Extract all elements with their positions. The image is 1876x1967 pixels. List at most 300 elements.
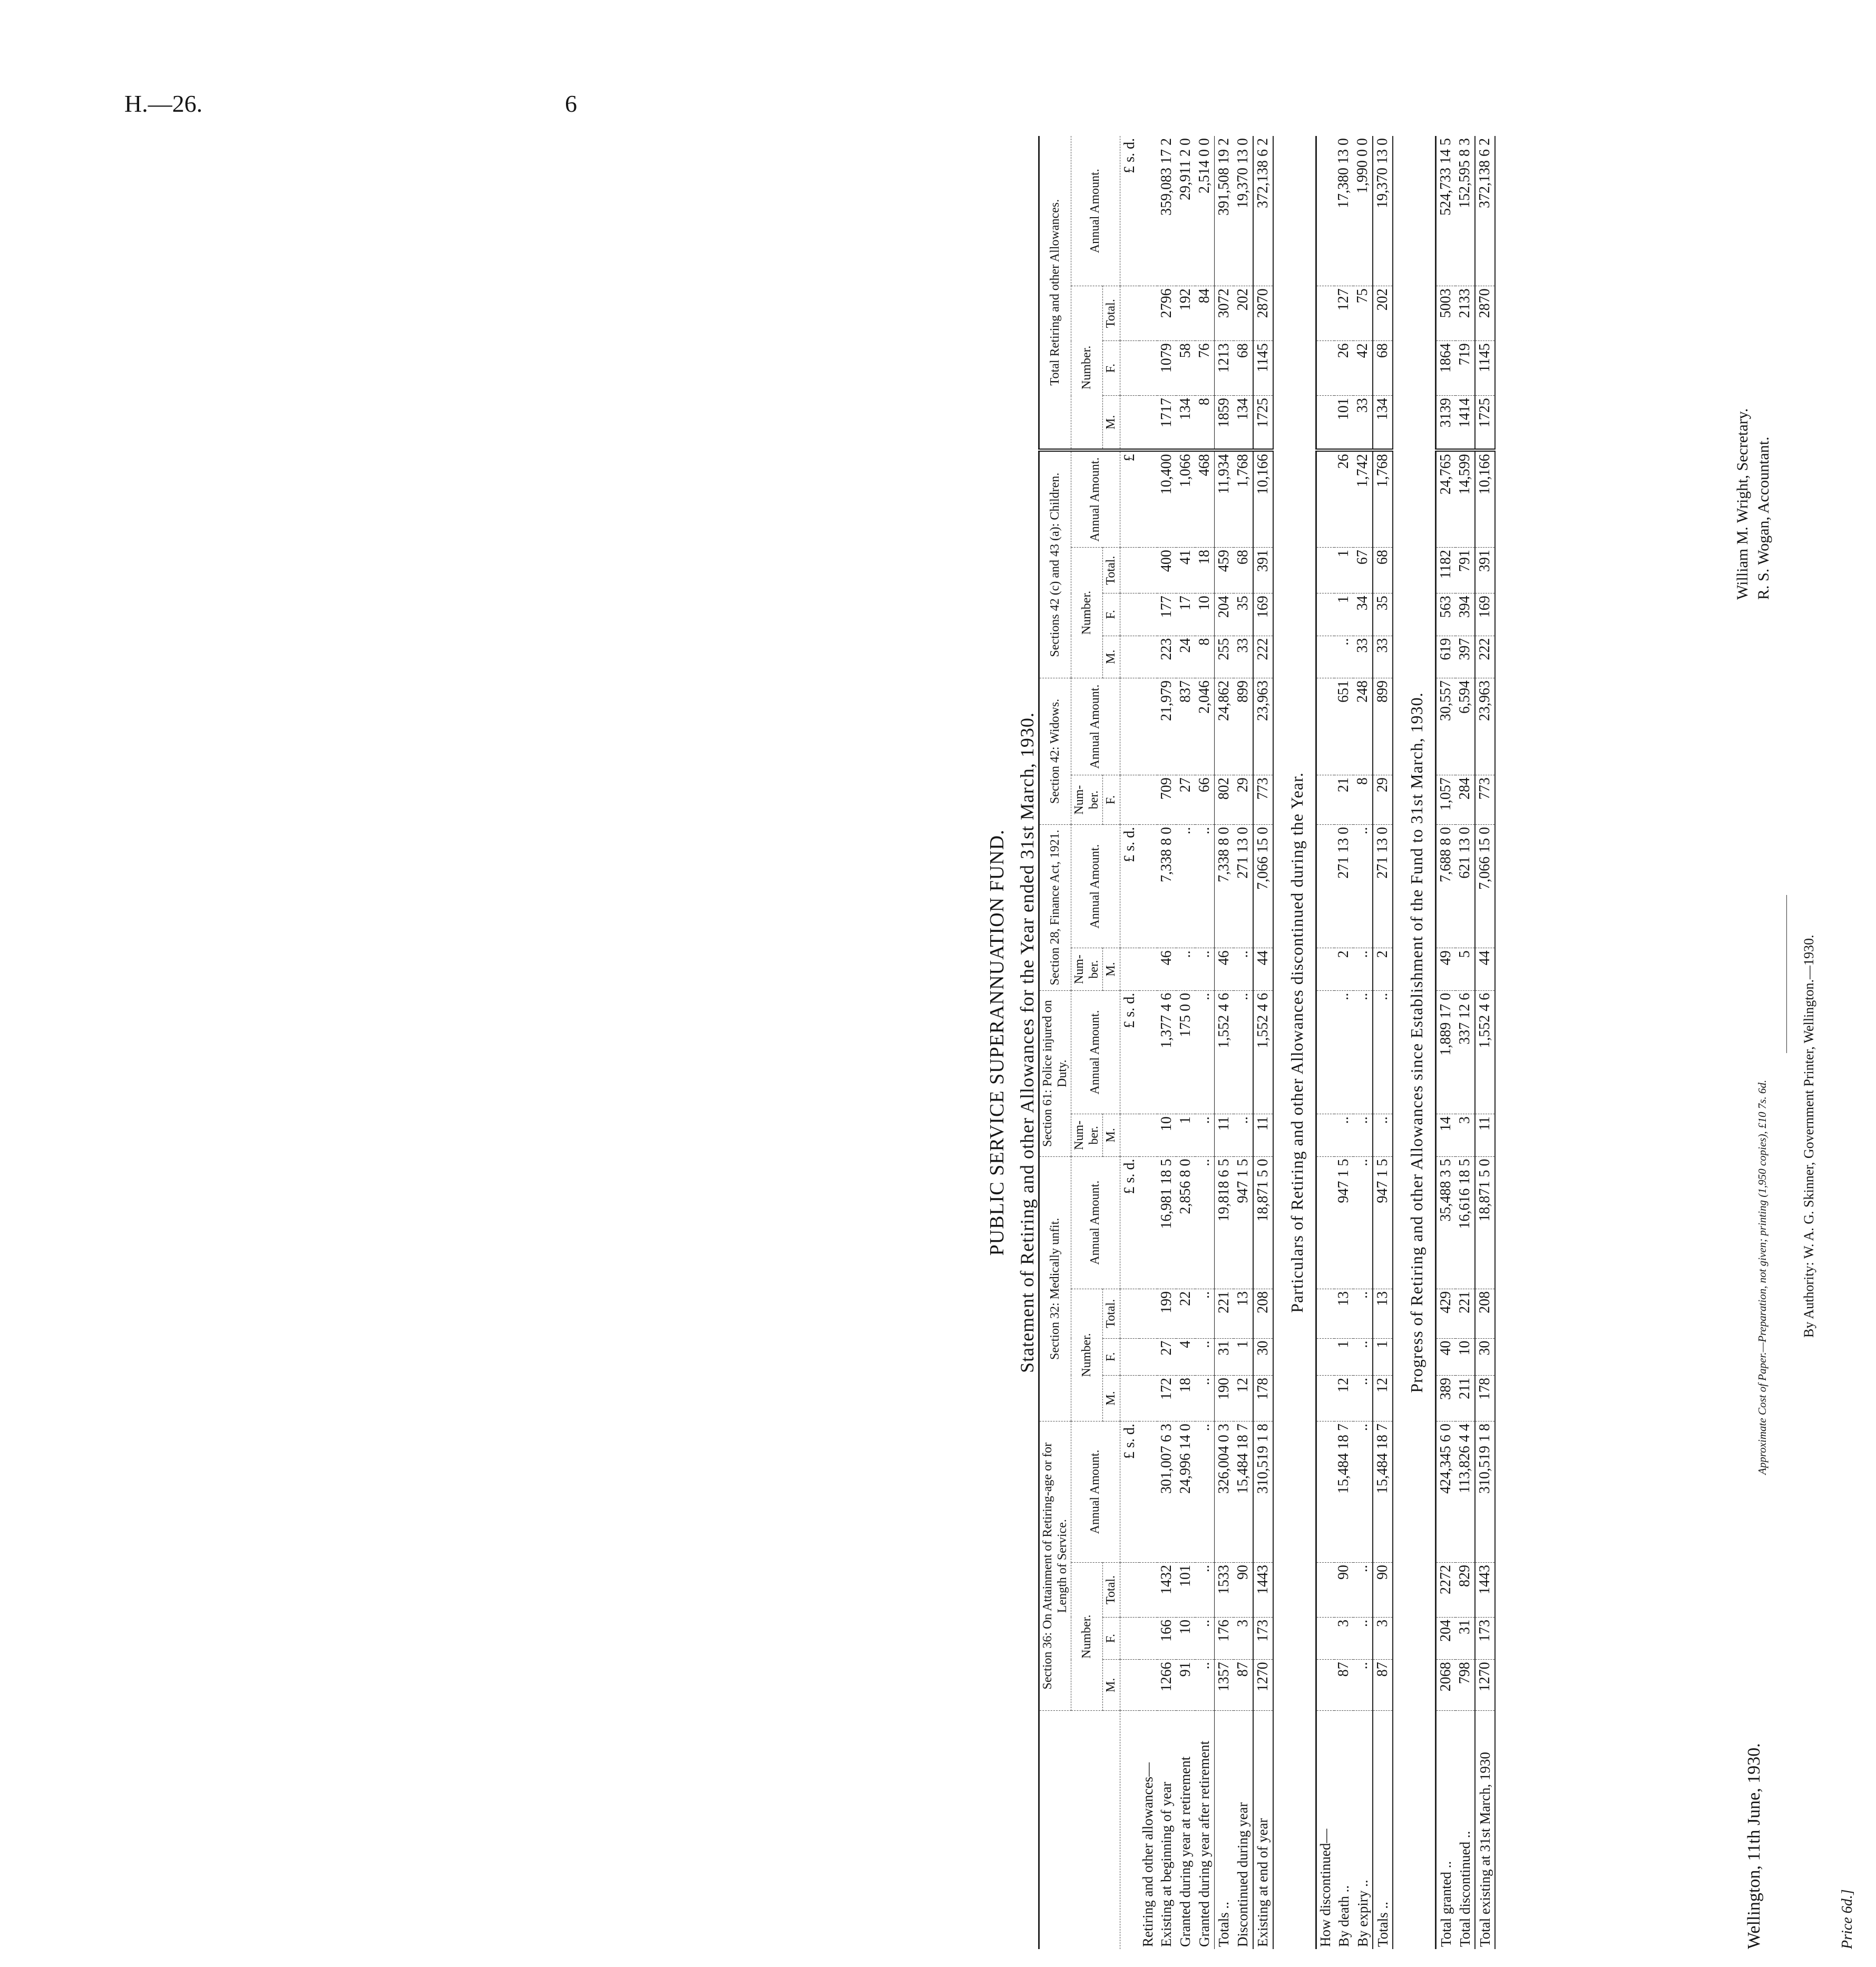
table-cell: 223	[1157, 636, 1176, 678]
male-header: M.	[1103, 636, 1120, 678]
table-cell: 15,484 18 7	[1334, 1421, 1353, 1563]
table-cell: 42	[1353, 341, 1373, 396]
table-cell: 12	[1234, 1376, 1253, 1421]
table-cell: 24,765	[1436, 450, 1456, 547]
table-cell: 394	[1455, 593, 1475, 636]
total-header: Total.	[1103, 548, 1120, 593]
table-cell: 21,979	[1157, 678, 1176, 775]
table-cell: 1,768	[1373, 450, 1393, 547]
table-cell: 391,508 19 2	[1214, 136, 1234, 286]
table-cell: 113,826 4 4	[1455, 1421, 1475, 1563]
table-cell: 24,996 14 0	[1176, 1421, 1195, 1563]
annual-amount-header: Annual Amount.	[1071, 678, 1120, 775]
table-cell: 11	[1214, 1114, 1234, 1156]
table-cell: 1,377 4 6	[1157, 990, 1176, 1114]
number-header: Num- ber.	[1071, 1114, 1103, 1156]
table-row	[1139, 136, 1157, 1949]
table-cell: 26	[1334, 341, 1353, 396]
table-cell: 34	[1353, 593, 1373, 636]
table-cell: ..	[1353, 1375, 1373, 1421]
table-cell: 23,963	[1253, 678, 1273, 775]
discontinued-rows	[1316, 136, 1393, 1949]
table-cell: 391	[1253, 548, 1273, 593]
table-cell: 199	[1157, 1289, 1176, 1338]
discontinued-table	[1315, 136, 1394, 1949]
table-cell: 2272	[1436, 1562, 1456, 1617]
currency-units: £ s. d.	[1120, 824, 1139, 948]
col-header-sec42c: Sections 42 (c) and 43 (a): Children.	[1039, 450, 1071, 678]
female-header: F.	[1103, 1338, 1120, 1375]
table-cell: 947 1 5	[1373, 1156, 1393, 1289]
table-row	[1455, 136, 1475, 1949]
progress-section-title: Progress of Retiring and other Allowances since Establishment of the Fund to 31st March, 1930.	[1407, 692, 1426, 1393]
table-cell: 15,484 18 7	[1234, 1421, 1253, 1563]
table-cell: 7,066 15 0	[1253, 824, 1273, 948]
table-cell: 44	[1253, 948, 1273, 990]
female-header: F.	[1103, 341, 1120, 396]
table-cell: 397	[1455, 636, 1475, 678]
table-cell: 1,552 4 6	[1214, 990, 1234, 1114]
table-cell: 49	[1436, 948, 1456, 990]
table-cell: 31	[1455, 1617, 1475, 1659]
table-cell: 90	[1234, 1563, 1253, 1618]
table-row	[1334, 136, 1353, 1949]
row-label: Total granted ..	[1438, 1861, 1454, 1947]
table-cell: 1,552 4 6	[1253, 990, 1273, 1114]
table-cell: 101	[1334, 396, 1353, 451]
table-cell: ..	[1195, 1421, 1215, 1563]
table-cell: ..	[1353, 948, 1373, 990]
table-cell: 5003	[1436, 286, 1456, 341]
table-cell: 802	[1214, 775, 1234, 825]
table-cell: 15,484 18 7	[1373, 1421, 1393, 1563]
table-cell: 7,338 8 0	[1214, 824, 1234, 948]
table-cell: 208	[1253, 1289, 1273, 1338]
table-cell: 1533	[1214, 1563, 1234, 1618]
table-cell: 84	[1195, 286, 1215, 341]
table-cell: 211	[1455, 1375, 1475, 1421]
table-cell: 1,057	[1436, 775, 1456, 825]
table-cell: 21	[1334, 775, 1353, 825]
table-cell: ..	[1373, 990, 1393, 1114]
table-cell: 524,733 14 5	[1436, 136, 1456, 286]
table-cell: 947 1 5	[1334, 1156, 1353, 1289]
statement-table	[1038, 136, 1274, 1949]
table-cell: ..	[1353, 824, 1373, 948]
table-cell: ..	[1195, 1338, 1215, 1375]
table-cell: 3	[1334, 1617, 1353, 1659]
table-cell: 12	[1373, 1375, 1393, 1421]
table-cell: 1,742	[1353, 450, 1373, 547]
row-label: By death ..	[1335, 1885, 1352, 1947]
table-cell: ..	[1334, 1114, 1353, 1156]
table-cell: 2133	[1455, 286, 1475, 341]
table-cell: ..	[1353, 1114, 1373, 1156]
table-cell: 13	[1334, 1289, 1353, 1338]
table-cell: 563	[1436, 593, 1456, 636]
table-cell: 837	[1176, 678, 1195, 775]
table-cell: 2068	[1436, 1660, 1456, 1711]
table-cell: 19,818 6 5	[1214, 1156, 1234, 1289]
table-cell: 41	[1176, 548, 1195, 593]
table-cell: 719	[1455, 341, 1475, 396]
table-cell: 1,889 17 0	[1436, 990, 1456, 1114]
total-header: Total.	[1103, 286, 1120, 341]
table-cell: 166	[1157, 1617, 1176, 1659]
table-cell: 651	[1334, 678, 1353, 775]
table-cell: 1	[1334, 1338, 1353, 1375]
table-cell: 35	[1234, 593, 1253, 636]
table-cell: 90	[1373, 1562, 1393, 1617]
table-cell: 2870	[1253, 286, 1273, 341]
table-cell: 1717	[1157, 396, 1176, 451]
table-cell: 310,519 1 8	[1253, 1421, 1273, 1563]
table-cell: 400	[1157, 548, 1176, 593]
table-cell: 87	[1373, 1660, 1393, 1711]
table-cell: ..	[1176, 948, 1195, 990]
table-cell: 619	[1436, 636, 1456, 678]
table-cell: 791	[1455, 548, 1475, 593]
table-cell: 18	[1195, 548, 1215, 593]
table-cell: ..	[1353, 990, 1373, 1114]
progress-table	[1435, 136, 1496, 1949]
row-label: Totals ..	[1373, 1711, 1393, 1949]
table-cell: 169	[1475, 593, 1495, 636]
table-cell: ..	[1353, 1156, 1373, 1289]
male-header: M.	[1103, 1376, 1120, 1421]
table-cell: 10	[1455, 1338, 1475, 1375]
table-cell: 301,007 6 3	[1157, 1421, 1176, 1563]
table-cell: 1	[1334, 548, 1353, 593]
table-cell: 222	[1475, 636, 1495, 678]
table-cell: 58	[1176, 341, 1195, 396]
table-cell: 29	[1373, 775, 1393, 825]
table-cell: 221	[1214, 1289, 1234, 1338]
table-cell: 26	[1334, 450, 1353, 547]
row-label: Existing at end of year	[1253, 1711, 1273, 1949]
table-cell: 3	[1373, 1617, 1393, 1659]
table-cell: ..	[1195, 1376, 1215, 1421]
table-cell: 178	[1475, 1375, 1495, 1421]
table-cell: ..	[1195, 1289, 1215, 1338]
col-header-sec32: Section 32: Medically unfit.	[1039, 1156, 1071, 1421]
table-cell: 1432	[1157, 1563, 1176, 1618]
table-cell: ..	[1373, 1114, 1393, 1156]
table-cell: ..	[1195, 948, 1215, 990]
annual-amount-header: Annual Amount.	[1071, 1421, 1120, 1563]
currency-units: £ s. d.	[1120, 1156, 1139, 1289]
row-label: Total existing at 31st March, 1930	[1475, 1711, 1495, 1949]
table-cell: 29,911 2 0	[1176, 136, 1195, 286]
signatory-secretary: William M. Wright, Secretary.	[1734, 408, 1751, 600]
table-cell: 10	[1157, 1114, 1176, 1156]
table-row	[1353, 136, 1373, 1949]
rotated-page-content	[985, 136, 1876, 1949]
table-cell: 31	[1214, 1338, 1234, 1375]
annual-amount-header: Annual Amount.	[1071, 990, 1120, 1114]
statement-rows	[1139, 136, 1273, 1949]
table-cell: ..	[1353, 1562, 1373, 1617]
table-cell: 1414	[1455, 396, 1475, 451]
table-cell: 10,166	[1475, 450, 1495, 547]
table-cell: 90	[1334, 1562, 1353, 1617]
table-cell: ..	[1195, 1617, 1215, 1659]
table-cell: 11	[1475, 1114, 1495, 1156]
table-cell: 134	[1176, 396, 1195, 451]
table-cell: 202	[1373, 286, 1393, 341]
row-label: Totals ..	[1214, 1711, 1234, 1949]
table-cell: 222	[1253, 636, 1273, 678]
table-cell: 2,856 8 0	[1176, 1156, 1195, 1289]
table-cell: 17,380 13 0	[1334, 136, 1353, 286]
table-cell: ..	[1234, 1114, 1253, 1156]
table-cell: 11	[1253, 1114, 1273, 1156]
table-cell: 429	[1436, 1289, 1456, 1338]
table-cell: 33	[1353, 396, 1373, 451]
row-label: Discontinued during year	[1234, 1802, 1250, 1947]
table-cell: ..	[1176, 824, 1195, 948]
table-cell: ..	[1334, 990, 1353, 1114]
currency-units: £ s. d.	[1120, 1421, 1139, 1563]
table-cell: 68	[1234, 341, 1253, 396]
table-cell: 33	[1234, 636, 1253, 678]
table-cell: 372,138 6 2	[1475, 136, 1495, 286]
table-cell: 24	[1176, 636, 1195, 678]
table-cell: 1,066	[1176, 450, 1195, 547]
row-label: How discontinued—	[1317, 1828, 1333, 1947]
table-cell: ..	[1353, 1421, 1373, 1563]
table-cell: 33	[1373, 636, 1393, 678]
table-cell: 1443	[1253, 1563, 1273, 1618]
table-cell: 30	[1475, 1338, 1495, 1375]
table-cell: 33	[1353, 636, 1373, 678]
male-header: M.	[1103, 1660, 1120, 1711]
table-cell: 87	[1334, 1660, 1353, 1711]
table-cell: 30	[1253, 1338, 1273, 1375]
col-header-sec61: Section 61: Police injured on Duty.	[1039, 990, 1071, 1156]
printer-authority: By Authority: W. A. G. Skinner, Government Printer, Wellington.—1930.	[1801, 934, 1816, 1338]
table-cell: ..	[1234, 990, 1253, 1114]
table-cell: 1270	[1253, 1660, 1273, 1711]
table-cell: 40	[1436, 1338, 1456, 1375]
table-cell: 178	[1253, 1376, 1273, 1421]
table-cell: 13	[1373, 1289, 1393, 1338]
number-header: Number.	[1071, 1563, 1103, 1711]
table-cell: 35,488 3 5	[1436, 1156, 1456, 1289]
table-cell: 271 13 0	[1334, 824, 1353, 948]
row-label: Total discontinued ..	[1457, 1830, 1473, 1947]
table-cell: 271 13 0	[1373, 824, 1393, 948]
row-label: Existing at beginning of year	[1158, 1781, 1174, 1947]
table-cell: 14	[1436, 1114, 1456, 1156]
table-cell: 10	[1195, 593, 1215, 636]
table-cell: 829	[1455, 1562, 1475, 1617]
table-cell: 1145	[1475, 341, 1495, 396]
table-cell: 1270	[1475, 1660, 1495, 1711]
annual-amount-header: Annual Amount.	[1071, 824, 1120, 948]
row-label: Granted during year at retirement	[1177, 1756, 1193, 1947]
total-header: Total.	[1103, 1289, 1120, 1338]
table-cell: 424,345 6 0	[1436, 1421, 1456, 1563]
table-cell: 2	[1373, 948, 1393, 990]
table-cell: 16,981 18 5	[1157, 1156, 1176, 1289]
table-cell: 1725	[1253, 396, 1273, 451]
signature-date: Wellington, 11th June, 1930.	[1744, 1743, 1764, 1949]
table-cell: 44	[1475, 948, 1495, 990]
table-cell: 8	[1353, 775, 1373, 825]
table-cell: 169	[1253, 593, 1273, 636]
table-cell: 134	[1373, 396, 1393, 451]
table-cell: 1	[1373, 1338, 1393, 1375]
table-cell: 284	[1455, 775, 1475, 825]
table-row	[1373, 136, 1393, 1949]
table-cell: 337 12 6	[1455, 990, 1475, 1114]
table-cell: 1182	[1436, 548, 1456, 593]
table-cell: 7,066 15 0	[1475, 824, 1495, 948]
table-cell: 68	[1373, 341, 1393, 396]
number-header: Num- ber.	[1071, 775, 1103, 825]
table-cell: 3	[1455, 1114, 1475, 1156]
table-row	[1316, 136, 1334, 1949]
female-header: F.	[1103, 775, 1120, 825]
table-cell: 271 13 0	[1234, 824, 1253, 948]
number-header: Number.	[1071, 1289, 1103, 1421]
table-cell: 2	[1334, 948, 1353, 990]
annual-amount-header: Annual Amount.	[1071, 450, 1120, 547]
table-cell: 19,370 13 0	[1234, 136, 1253, 286]
table-cell: 8	[1195, 636, 1215, 678]
male-header: M.	[1103, 948, 1120, 990]
page-reference: H.—26.	[124, 90, 203, 117]
table-cell: 3139	[1436, 396, 1456, 451]
table-cell: 13	[1234, 1289, 1253, 1338]
table-cell: 67	[1353, 548, 1373, 593]
annual-amount-header: Annual Amount.	[1071, 1156, 1120, 1289]
table-cell: ..	[1353, 1289, 1373, 1338]
row-label: Retiring and other allowances—	[1139, 1762, 1156, 1947]
table-cell: 18,871 5 0	[1253, 1156, 1273, 1289]
table-cell: 11,934	[1214, 450, 1234, 547]
table-cell: 176	[1214, 1617, 1234, 1659]
table-cell: 899	[1373, 678, 1393, 775]
male-header: M.	[1103, 396, 1120, 451]
table-cell: ..	[1195, 1156, 1215, 1289]
table-row	[1253, 136, 1273, 1949]
number-header: Number.	[1071, 286, 1103, 450]
table-cell: 12	[1334, 1375, 1353, 1421]
table-cell: 172	[1157, 1376, 1176, 1421]
table-cell: 899	[1234, 678, 1253, 775]
table-cell: 75	[1353, 286, 1373, 341]
table-cell: 18	[1176, 1376, 1195, 1421]
table-cell: 134	[1234, 396, 1253, 451]
currency-units: £ s. d.	[1120, 990, 1139, 1114]
table-cell: 127	[1334, 286, 1353, 341]
table-cell: 202	[1234, 286, 1253, 341]
table-cell: 1079	[1157, 341, 1176, 396]
table-cell: 1859	[1214, 396, 1234, 451]
table-cell: ..	[1334, 636, 1353, 678]
table-row	[1475, 136, 1495, 1949]
table-cell: ..	[1353, 1338, 1373, 1375]
table-cell: 3	[1234, 1617, 1253, 1659]
table-cell: 27	[1176, 775, 1195, 825]
table-row	[1157, 136, 1176, 1949]
table-cell: 173	[1475, 1617, 1495, 1659]
discontinued-section-title: Particulars of Retiring and other Allowances discontinued during the Year.	[1287, 772, 1306, 1313]
table-cell: 773	[1475, 775, 1495, 825]
price-note: Price 6d.]	[1839, 1889, 1855, 1949]
table-cell: 391	[1475, 548, 1495, 593]
table-cell: 1,990 0 0	[1353, 136, 1373, 286]
table-cell: 18,871 5 0	[1475, 1156, 1495, 1289]
table-cell: 152,595 8 3	[1455, 136, 1475, 286]
table-cell: 8	[1195, 396, 1215, 451]
male-header: M.	[1103, 1114, 1120, 1156]
table-cell: 175 0 0	[1176, 990, 1195, 1114]
progress-rows	[1436, 136, 1496, 1949]
col-header-sec28: Section 28, Finance Act, 1921.	[1039, 824, 1071, 990]
row-label: Granted during year after retirement	[1196, 1740, 1212, 1947]
female-header: F.	[1103, 1617, 1120, 1659]
table-cell: 2,046	[1195, 678, 1215, 775]
table-cell: 46	[1214, 948, 1234, 990]
table-cell: 947 1 5	[1234, 1156, 1253, 1289]
table-cell: 372,138 6 2	[1253, 136, 1273, 286]
table-cell: 255	[1214, 636, 1234, 678]
table-cell: 5	[1455, 948, 1475, 990]
table-cell: 10,400	[1157, 450, 1176, 547]
table-cell: 3072	[1214, 286, 1234, 341]
col-header-sec36: Section 36: On Attainment of Retiring-age or for Length of Service.	[1039, 1421, 1071, 1711]
table-cell: 35	[1373, 593, 1393, 636]
table-cell: 46	[1157, 948, 1176, 990]
table-cell: 68	[1373, 548, 1393, 593]
number-header: Num- ber.	[1071, 948, 1103, 990]
table-cell: 1725	[1475, 396, 1495, 451]
table-cell: ..	[1195, 1114, 1215, 1156]
table-cell: 1	[1234, 1338, 1253, 1375]
table-cell: 101	[1176, 1563, 1195, 1618]
table-cell: 76	[1195, 341, 1215, 396]
table-cell: 2870	[1475, 286, 1495, 341]
table-cell: 192	[1176, 286, 1195, 341]
table-cell: 310,519 1 8	[1475, 1421, 1495, 1563]
table-cell: 14,599	[1455, 450, 1475, 547]
table-cell: 709	[1157, 775, 1176, 825]
table-cell: 4	[1176, 1338, 1195, 1375]
table-cell: 87	[1234, 1660, 1253, 1711]
table-cell: 22	[1176, 1289, 1195, 1338]
table-row	[1214, 136, 1234, 1949]
page-number: 6	[565, 90, 577, 117]
table-cell: 2796	[1157, 286, 1176, 341]
table-cell: 1213	[1214, 341, 1234, 396]
cost-note: Approximate Cost of Paper.—Preparation, not given; printing (1,950 copies), £10 7s. 6d.	[1756, 1079, 1768, 1475]
table-cell: 326,004 0 3	[1214, 1421, 1234, 1563]
table-row	[1234, 136, 1253, 1949]
table-row	[1195, 136, 1215, 1949]
table-cell: 1266	[1157, 1660, 1176, 1711]
table-cell: 27	[1157, 1338, 1176, 1375]
table-cell: 30,557	[1436, 678, 1456, 775]
table-cell: 10,166	[1253, 450, 1273, 547]
table-row	[1176, 136, 1195, 1949]
document-title: PUBLIC SERVICE SUPERANNUATION FUND.	[986, 829, 1008, 1256]
table-cell: 66	[1195, 775, 1215, 825]
table-cell: 19,370 13 0	[1373, 136, 1393, 286]
table-cell: 24,862	[1214, 678, 1234, 775]
